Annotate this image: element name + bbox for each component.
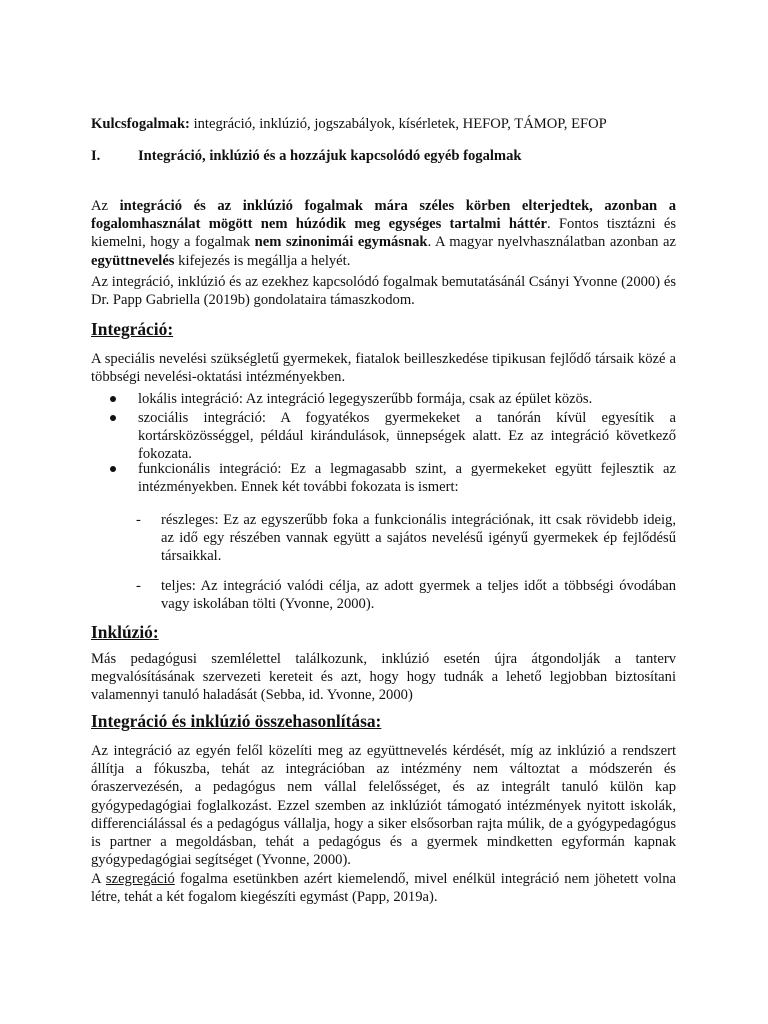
segregation-text: fogalma esetünkben azért kiemelendő, mivel enélkül integráció nem jöhetett volna létre, tehát a két fogalom kiegészíti egymást (Papp, 2019a). bbox=[91, 871, 676, 906]
inkluzio-paragraph: Más pedagógusi szemlélettel találkozunk, inklúzió esetén újra átgondolják a tanterv megvalósításának szervezeti kereteit és azt, hogy hogy tudnák a lehető legjobban biztosítani valamennyi tanuló haladását (Sebba, id. Yvonne, 2000) bbox=[91, 651, 676, 704]
bullet-icon bbox=[110, 466, 116, 472]
section-number: I. bbox=[91, 148, 101, 164]
intro-emphasis: nem szinonimái egymásnak bbox=[254, 234, 428, 251]
section-title: Integráció, inklúzió és a hozzájuk kapcsolódó egyéb fogalmak bbox=[138, 148, 522, 164]
segregation-paragraph bbox=[91, 870, 676, 906]
integracio-definition: A speciális nevelési szükségletű gyermekek, fiatalok beilleszkedése tipikusan fejlődő társaik közé a többségi nevelési-oktatási intézményekben. bbox=[91, 351, 676, 386]
bullet-icon bbox=[110, 396, 116, 402]
subtype-text: részleges: Ez az egyszerűbb foka a funkcionális integrációnak, itt csak rövidebb ideig, az idő egy részében vannak együtt a sajátos nevelésű igényű gyermekek ép fejlődésű társaikkal. bbox=[161, 512, 676, 565]
section-heading bbox=[91, 147, 676, 167]
inkluzio-heading bbox=[91, 621, 676, 643]
keywords-line bbox=[91, 115, 676, 133]
intro-emphasis: integráció és az inklúzió fogalmak mára széles körben elterjedtek, azonban a fogalomhasználat mögött nem húzódik meg egységes tartalmi háttér bbox=[91, 198, 677, 233]
intro-text: . Fontos tisztázni és kiemelni, hogy a fogalmak bbox=[91, 216, 676, 251]
heading-colon: : bbox=[167, 319, 174, 339]
integracio-heading bbox=[91, 318, 676, 340]
comparison-heading: Integráció és inklúzió összehasonlítása: bbox=[91, 711, 382, 731]
intro-text: kifejezés is megállja a helyét. bbox=[174, 252, 351, 269]
intro-emphasis: együttnevelés bbox=[91, 252, 175, 269]
subtype-text: teljes: Az integráció valódi célja, az adott gyermek a teljes időt a többségi óvodában vagy iskolában tölti (Yvonne, 2000). bbox=[161, 578, 676, 613]
segregation-term: szegregáció bbox=[105, 871, 175, 887]
dash-marker: - bbox=[136, 512, 141, 528]
dash-marker: - bbox=[136, 578, 141, 594]
list-item-text: lokális integráció: Az integráció legegyszerűbb formája, csak az épület közös. bbox=[138, 391, 593, 407]
list-item bbox=[138, 390, 676, 408]
integracio-heading-text: Integráció bbox=[91, 319, 168, 339]
intro-paragraph-2: Az integráció, inklúzió és az ezekhez kapcsolódó fogalmak bemutatásánál Csányi Yvonne (2000) és Dr. Papp Gabriella (2019b) gondolataira támaszkodom. bbox=[91, 274, 676, 309]
heading-colon: : bbox=[152, 622, 159, 642]
list-item-text: funkcionális integráció: Ez a legmagasabb szint, a gyermekeket együtt fejlesztik az intézményekben. Ennek két további fokozata is ismert: bbox=[138, 461, 676, 496]
functional-subtypes bbox=[91, 511, 676, 621]
list-item bbox=[138, 460, 676, 496]
intro-paragraph-1 bbox=[91, 197, 676, 270]
keywords-text: integráció, inklúzió, jogszabályok, kísérletek, HEFOP, TÁMOP, EFOP bbox=[189, 116, 607, 132]
keywords-label: Kulcsfogalmak: bbox=[91, 116, 190, 132]
intro-text: Az bbox=[91, 198, 120, 214]
bullet-icon bbox=[110, 415, 116, 421]
list-item-text: szociális integráció: A fogyatékos gyermekeket a tanórán kívül egyesítik a kortársközösséggel, például kirándulások, ünnepségek alatt. Ez az integráció következő fokozata. bbox=[138, 410, 676, 463]
segregation-text: A bbox=[91, 871, 106, 887]
comparison-paragraph: Az integráció az egyén felől közelíti meg az együttnevelés kérdését, míg az inklúzió a rendszert állítja a fókuszba, tehát az integrációban az intézmény nem változtat a módszerén és óraszervezésén, a pedagógus nem vállal felelősséget, és az integrált tanuló külön kap gyógypedagógiai foglalkozást. Ezzel szemben az inklúziót támogató intézmények nyitott iskolák, differenciálással és a pedagógus vállalja, hogy a siker elsősorban rajta múlik, de a gyógypedagógus is partner a megoldásban, tehát a pedagógus és a gyermek mindketten egyformán kapnak gyógypedagógiai segítséget (Yvonne, 2000). bbox=[91, 743, 676, 869]
integration-types-list bbox=[91, 390, 676, 500]
list-item bbox=[138, 409, 676, 464]
intro-text: . A magyar nyelvhasználatban azonban az bbox=[427, 234, 676, 251]
inkluzio-heading-text: Inklúzió bbox=[91, 622, 153, 642]
